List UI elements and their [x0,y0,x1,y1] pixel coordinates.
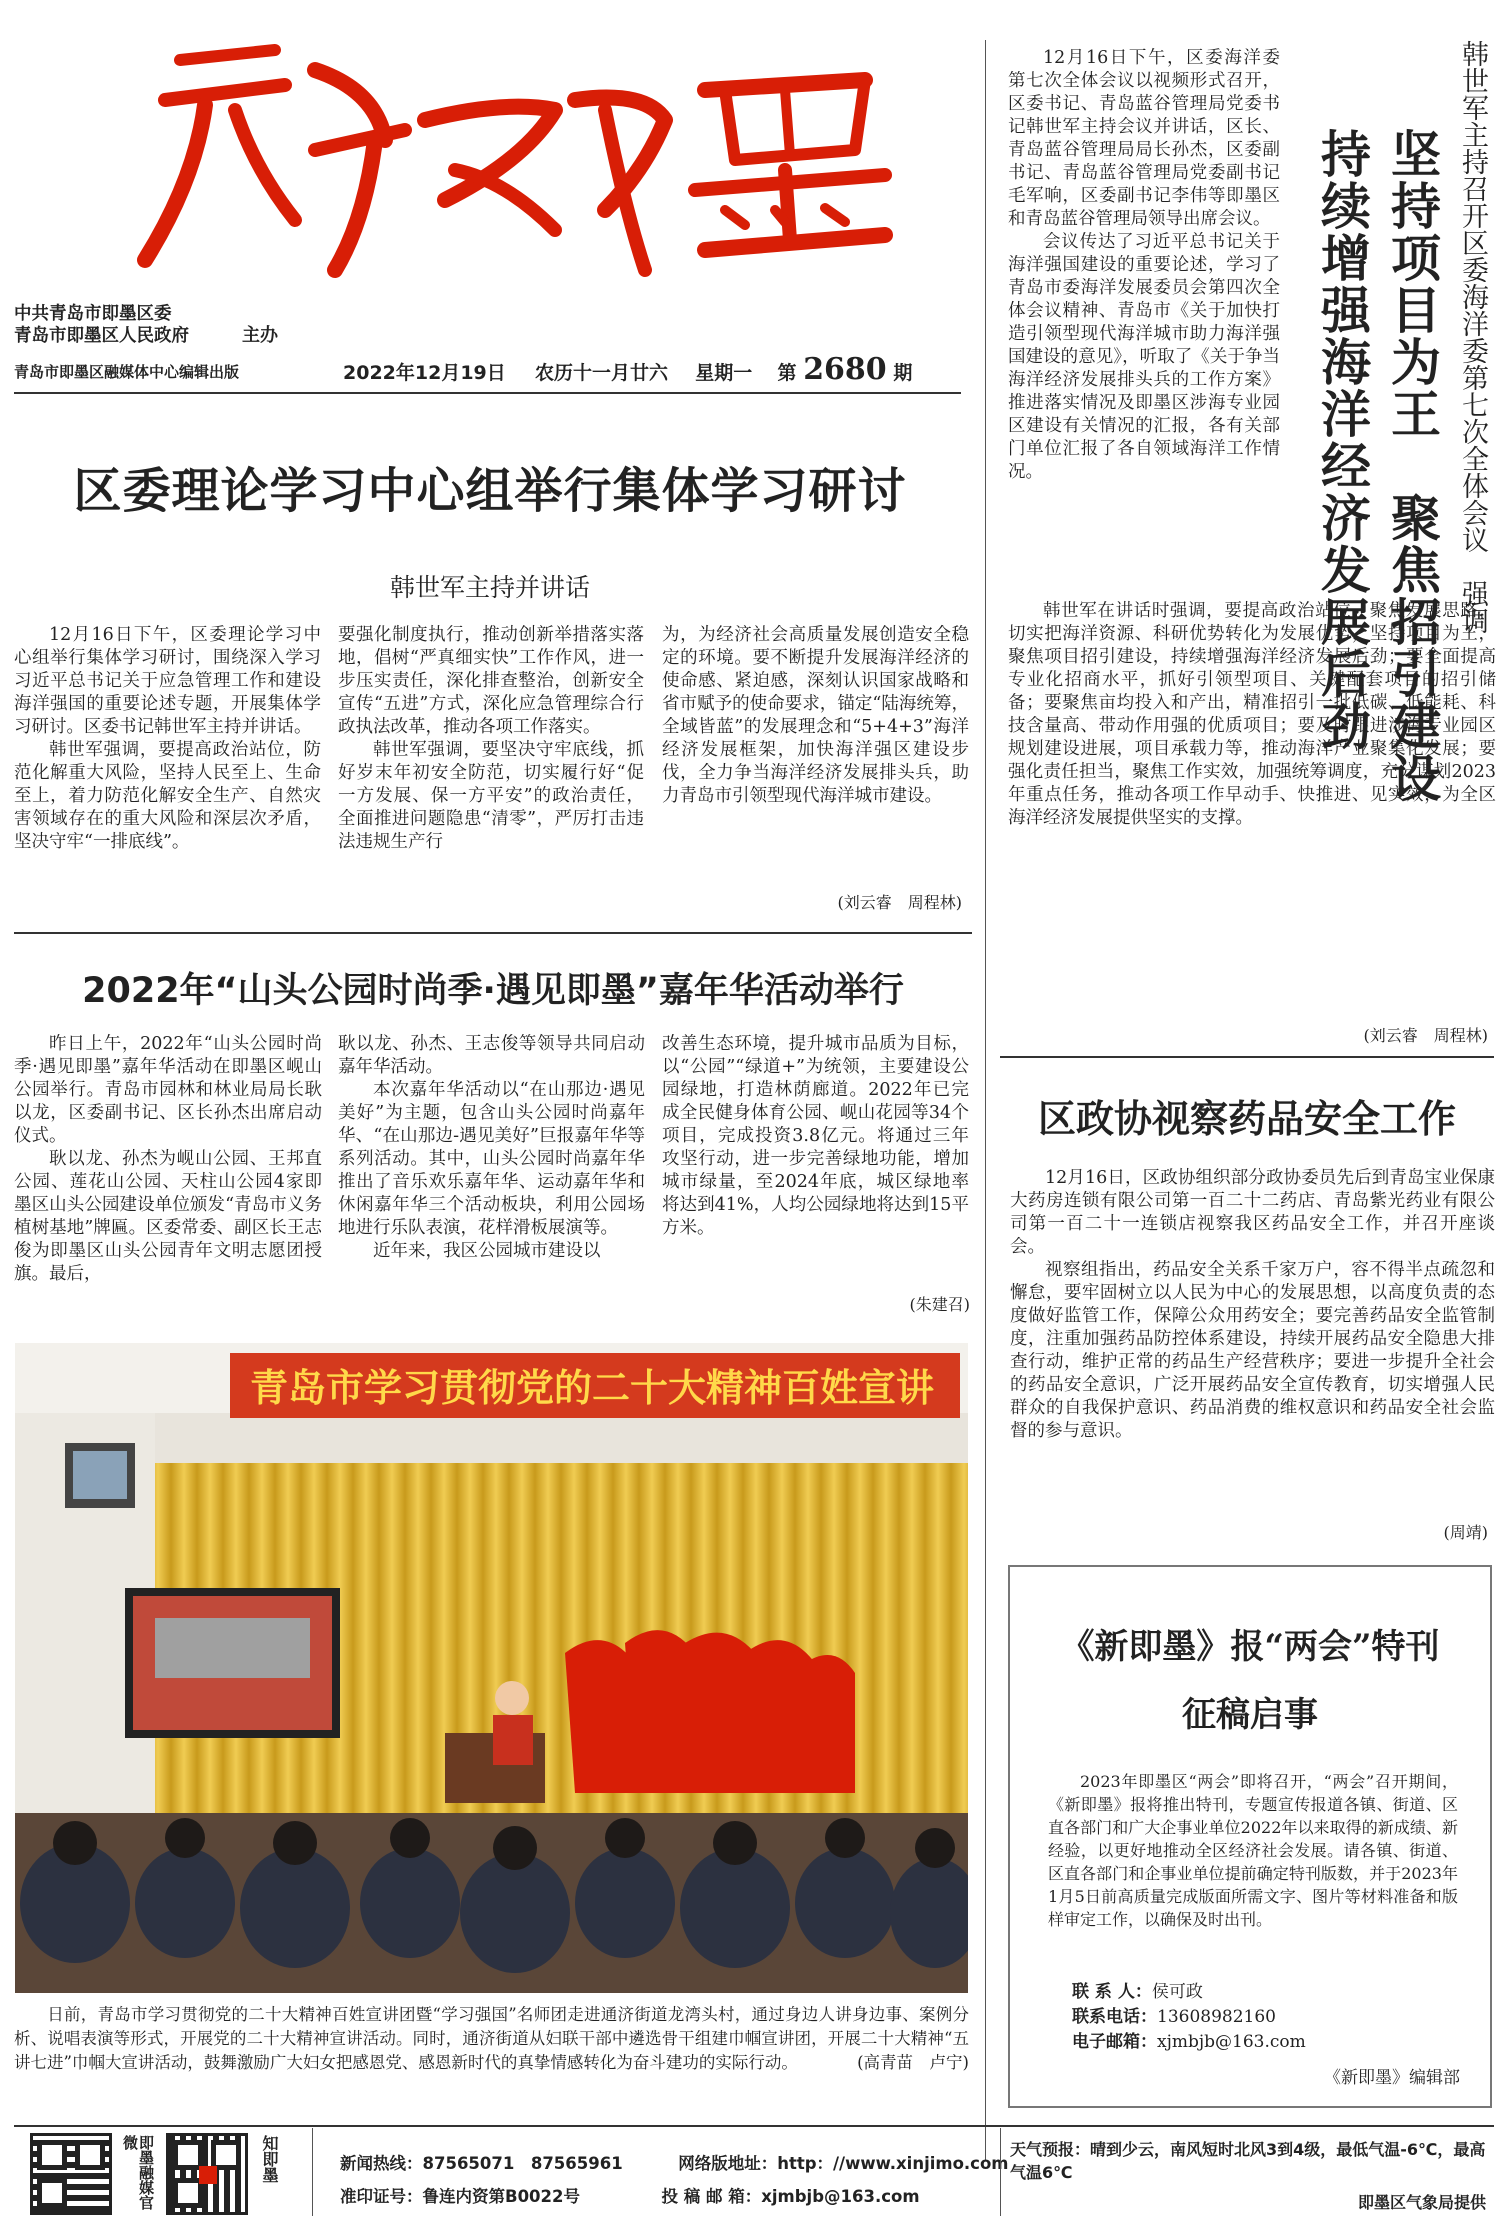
permit-label: 准印证号： [340,2187,423,2206]
notice-contact-label: 联 系 人： [1072,1982,1152,2002]
qr-code-app[interactable] [166,2133,248,2215]
sponsor-1: 中共青岛市即墨区委 [14,304,172,324]
footer-divider-2 [1000,2128,1001,2216]
notice-email-label: 电子邮箱： [1072,2032,1157,2052]
study-byline: (刘云睿 周程林) [837,893,962,912]
qr2-label: 知即墨 [260,2135,279,2183]
website-link[interactable]: http：//www.xinjimo.com [777,2154,1009,2173]
park-col-2 [338,1033,645,1263]
park-col-3 [662,1033,969,1240]
study-paragraph: 韩世军强调，要提高政治站位，防范化解重大风险，坚持人民至上、生命至上，着力防范化解安全生产、自然灾害领域存在的重大风险和深层次矛盾，坚决守牢“一排底线”。 [14,740,321,852]
hotline-value: 87565071 87565961 [422,2154,623,2173]
park-paragraph: 近年来，我区公园城市建设以 [373,1241,601,1261]
footer-divider [312,2128,313,2216]
study-subhead: 韩世军主持并讲话 [389,573,590,602]
lead-body [1008,47,1280,484]
study-bottom-rule [14,932,972,934]
notice-signature: 《新即墨》编辑部 [1324,2068,1460,2088]
footer-info [340,2147,1009,2213]
park-paragraph: 耿以龙、孙杰为岘山公园、王邦直公园、莲花山公园、天柱山公园4家即墨区山头公园建设单位颁发“青岛市义务植树基地”牌匾。区委常委、副区长王志俊为即墨区山头公园青年文明志愿团授旗。最后， [14,1149,322,1284]
issue-date: 2022年12月19日 [343,362,506,384]
notice-phone-label: 联系电话： [1072,2007,1157,2027]
masthead-editor: 青岛市即墨区融媒体中心编辑出版 [14,363,240,381]
study-headline: 区委理论学习中心组举行集体学习研讨 [73,463,907,519]
lead-headline-line2: 持续增强海洋经济发展后劲 [1313,128,1371,752]
masthead-rule [14,392,961,394]
qr-code-weixin[interactable] [30,2133,112,2215]
lead-paragraph: 韩世军在讲话时强调，要提高政治站位，聚焦发展思路，切实把海洋资源、科研优势转化为发展优势，坚持项目为王，聚焦项目招引建设，持续增强海洋经济发展后劲；要全面提高专业化招商水平，抓好引领型项目、关键配套项目的招引储备；要聚焦亩均投入和产出，精准招引一批低碳、低能耗、科技含量高、带动作用强的优质项目；要及时跟进涉海专业园区规划建设进展，项目承载力等，推动海洋产业聚集化发展；要强化责任担当，聚焦工作实效，加强统筹调度，充分谋划2023年重点任务，推动各项工作早动手、快推进、见实效，为全区海洋经济发展提供坚实的支撑。 [1008,601,1496,828]
footer-row-2 [340,2180,1009,2213]
study-paragraph: 12月16日下午，区委理论学习中心组举行集体学习研讨，围绕深入学习习近平总书记关于应急管理工作和建设海洋强国的重要论述专题，开展集体学习研讨。区委书记韩世军主持并讲话。 [14,625,321,737]
park-paragraph: 昨日上午，2022年“山头公园时尚季·遇见即墨”嘉年华活动在即墨区岘山公园举行。青岛市园林和林业局局长耿以龙，区委副书记、区长孙杰出席启动仪式。 [14,1034,322,1146]
news-photo [15,1343,968,1993]
footer-rule [14,2125,1494,2127]
notice-email-value[interactable]: xjmbjb@163.com [1157,2032,1306,2052]
submit-label: 投 稿 邮 箱： [661,2187,762,2206]
photo-caption-text: 日前，青岛市学习贯彻党的二十大精神百姓宣讲团暨“学习强国”名师团走进通济街道龙湾头村，通过身边人讲身边事、案例分析、说唱表演等形式，开展党的二十大精神宣讲活动。同时，通济街道从妇联干部中遴选骨干组建巾帼宣讲团，开展二十大精神“五讲七进”巾帼大宣讲活动，鼓舞激励广大妇女把感恩党、感恩新时代的真挚情感转化为奋斗建功的实际行动。 [14,2005,969,2072]
park-paragraph: 改善生态环境，提升城市品质为目标，以“公园”“绿道+”为统领，主要建设公园绿地，打造林荫廊道。2022年已完成全民健身体育公园、岘山花园等34个项目，完成投资3.8亿元。将通过三年攻坚行动，进一步完善绿地功能，增加城市绿量，至2024年底，城区绿地率将达到41%，人均公园绿地将达到15平方米。 [662,1034,969,1238]
sponsor-tag: 主办 [242,325,278,346]
study-paragraph: 要强化制度执行，推动创新举措落实落地，倡树“严真细实快”工作作风，进一步压实责任，深化排查整治，创新安全宣传“五进”方式，深化应急管理综合行政执法改革，推动各项工作落实。 [338,625,644,737]
lunar-date: 农历十一月廿六 [535,362,669,384]
cppcc-paragraph: 12月16日，区政协组织部分政协委员先后到青岛宝业保康大药房连锁有限公司第一百二十二药店、青岛紫光药业有限公司第一百二十一连锁店视察我区药品安全工作，并召开座谈会。 [1010,1168,1495,1257]
notice-title-2: 征稿启事 [1182,1695,1318,1735]
notice-body-text: 2023年即墨区“两会”即将召开，“两会”召开期间，《新即墨》报将推出特刊，专题宣传报道各镇、街道、区直各部门和广大企事业单位2022年以来取得的新成绩、新经验，以更好地推动全区经济社会发展。请各镇、街道、区直各部门和企事业单位提前确定特刊版数，并于2023年1月5日前高质量完成版面所需文字、图片等材料准备和版样审定工作，以确保及时出刊。 [1048,1772,1458,1929]
qr1-label: 即墨融媒官微 [121,2135,155,2210]
park-paragraph: 本次嘉年华活动以“在山那边·遇见美好”为主题，包含山头公园时尚嘉年华、“在山那边-遇见美好”巨报嘉年华等系列活动。其中，山头公园时尚嘉年华推出了音乐欢乐嘉年华、运动嘉年华和休闲嘉年华三个活动板块，利用公园场地进行乐队表演，花样滑板展演等。 [338,1080,645,1238]
permit-value: 鲁连内资第B0022号 [422,2187,580,2206]
cppcc-body [1010,1167,1495,1443]
sponsor-2: 青岛市即墨区人民政府 [14,326,189,346]
park-col-1 [14,1033,322,1286]
lead-bottom-rule [1000,1056,1494,1058]
masthead-logo-art [85,30,915,280]
notice-title-1: 《新即墨》报“两会”特刊 [1060,1627,1440,1667]
cppcc-paragraph: 视察组指出，药品安全关系千家万户，容不得半点疏忽和懈怠，要牢固树立以人民为中心的发展思想，以高度负责的态度做好监管工作，保障公众用药安全；要完善药品安全监管制度，注重加强药品防控体系建设，持续开展药品安全隐患大排查行动，维护正常的药品生产经营秩序；要进一步提升全社会的药品安全意识，广泛开展药品安全宣传教育，切实增强人民群众的自我保护意识、药品消费的维权意识和药品安全社会监督的参与意识。 [1010,1260,1495,1441]
notice-email-row [1072,2030,1306,2055]
submit-email[interactable]: xjmbjb@163.com [761,2187,920,2206]
cppcc-byline: (周靖) [1443,1523,1488,1542]
notice-contact-row [1072,1980,1306,2005]
issue-number: 2680 [803,352,887,387]
notice-contact-value: 侯可政 [1151,1982,1203,2002]
cppcc-headline: 区政协视察药品安全工作 [1037,1097,1456,1141]
lead-paragraph: 会议传达了习近平总书记关于海洋强国建设的重要论述，学习了青岛市委海洋发展委员会第四次全体会议精神、青岛市《关于加快打造引领型现代海洋城市助力海洋强国建设的意见》，听取了《关于争当海洋经济发展排头兵的工作方案》推进落实情况及即墨区涉海专业园区建设有关情况的汇报，各有关部门单位汇报了各自领域海洋工作情况。 [1008,232,1280,482]
photo-banner-text: 青岛市学习贯彻党的二十大精神百姓宣讲 [250,1366,935,1410]
weather-label: 天气预报： [1010,2140,1091,2159]
news-photo-illustration [15,1343,968,1993]
lead-body-wide [1008,600,1496,830]
weather-forecast [1010,2138,1494,2184]
study-col-1 [14,624,321,854]
lead-headline-line1: 坚持项目为王 聚焦招引建设 [1383,128,1441,804]
study-paragraph: 韩世军强调，要坚决守牢底线，抓好岁末年初安全防范，切实履行好“促一方发展、保一方平安”的政治责任，全面推进问题隐患“清零”，严厉打击违法违规生产行 [338,740,644,852]
lead-kicker: 韩世军主持召开区委海洋委第七次全体会议 强调 [1457,40,1488,634]
masthead-sponsors [14,303,189,347]
notice-phone-row [1072,2005,1306,2030]
notice-box [1008,1565,1492,2108]
park-byline: (朱建召) [909,1295,970,1314]
notice-contacts [1072,1980,1306,2055]
weather-text: 晴到少云，南风短时北风3到4级，最低气温-6℃，最高气温6℃ [1010,2140,1486,2182]
notice-body [1048,1770,1458,1931]
notice-phone-value: 13608982160 [1157,2007,1276,2027]
issue-unit: 期 [893,362,913,384]
masthead-logo [85,30,915,280]
footer-row-1 [340,2147,1009,2180]
weather-source: 即墨区气象局提供 [1357,2193,1486,2212]
lead-byline: (刘云睿 周程林) [1363,1026,1488,1045]
park-paragraph: 耿以龙、孙杰、王志俊等领导共同启动嘉年华活动。 [338,1034,645,1077]
column-divider [985,40,986,2160]
website-label: 网络版地址： [678,2154,778,2173]
study-paragraph: 为，为经济社会高质量发展创造安全稳定的环境。要不断提升发展海洋经济的使命感、紧迫感，深刻认识国家战略和省市赋予的使命要求，锚定“陆海统筹，全域皆蓝”的发展理念和“5+4+3”海洋经济发展框架，加快海洋强区建设步伐，全力争当海洋经济发展排头兵，助力青岛市引领型现代海洋城市建设。 [662,625,969,806]
hotline-label: 新闻热线： [340,2154,423,2173]
study-col-3 [662,624,969,808]
issue-label: 第 [777,362,797,384]
park-headline: 2022年“山头公园时尚季·遇见即墨”嘉年华活动举行 [82,971,904,1011]
photo-caption [14,2003,969,2075]
lead-paragraph: 12月16日下午，区委海洋委第七次全体会议以视频形式召开，区委书记、青岛蓝谷管理局党委书记韩世军主持会议并讲话，区长、青岛蓝谷管理局局长孙杰，区委副书记、青岛蓝谷管理局党委副书记毛军响，区委副书记李伟等即墨区和青岛蓝谷管理局领导出席会议。 [1008,48,1280,229]
weekday: 星期一 [695,362,753,384]
photo-byline: (高青苗 卢宁) [857,2053,969,2072]
study-col-2 [338,624,644,854]
masthead-dateline [343,352,912,387]
